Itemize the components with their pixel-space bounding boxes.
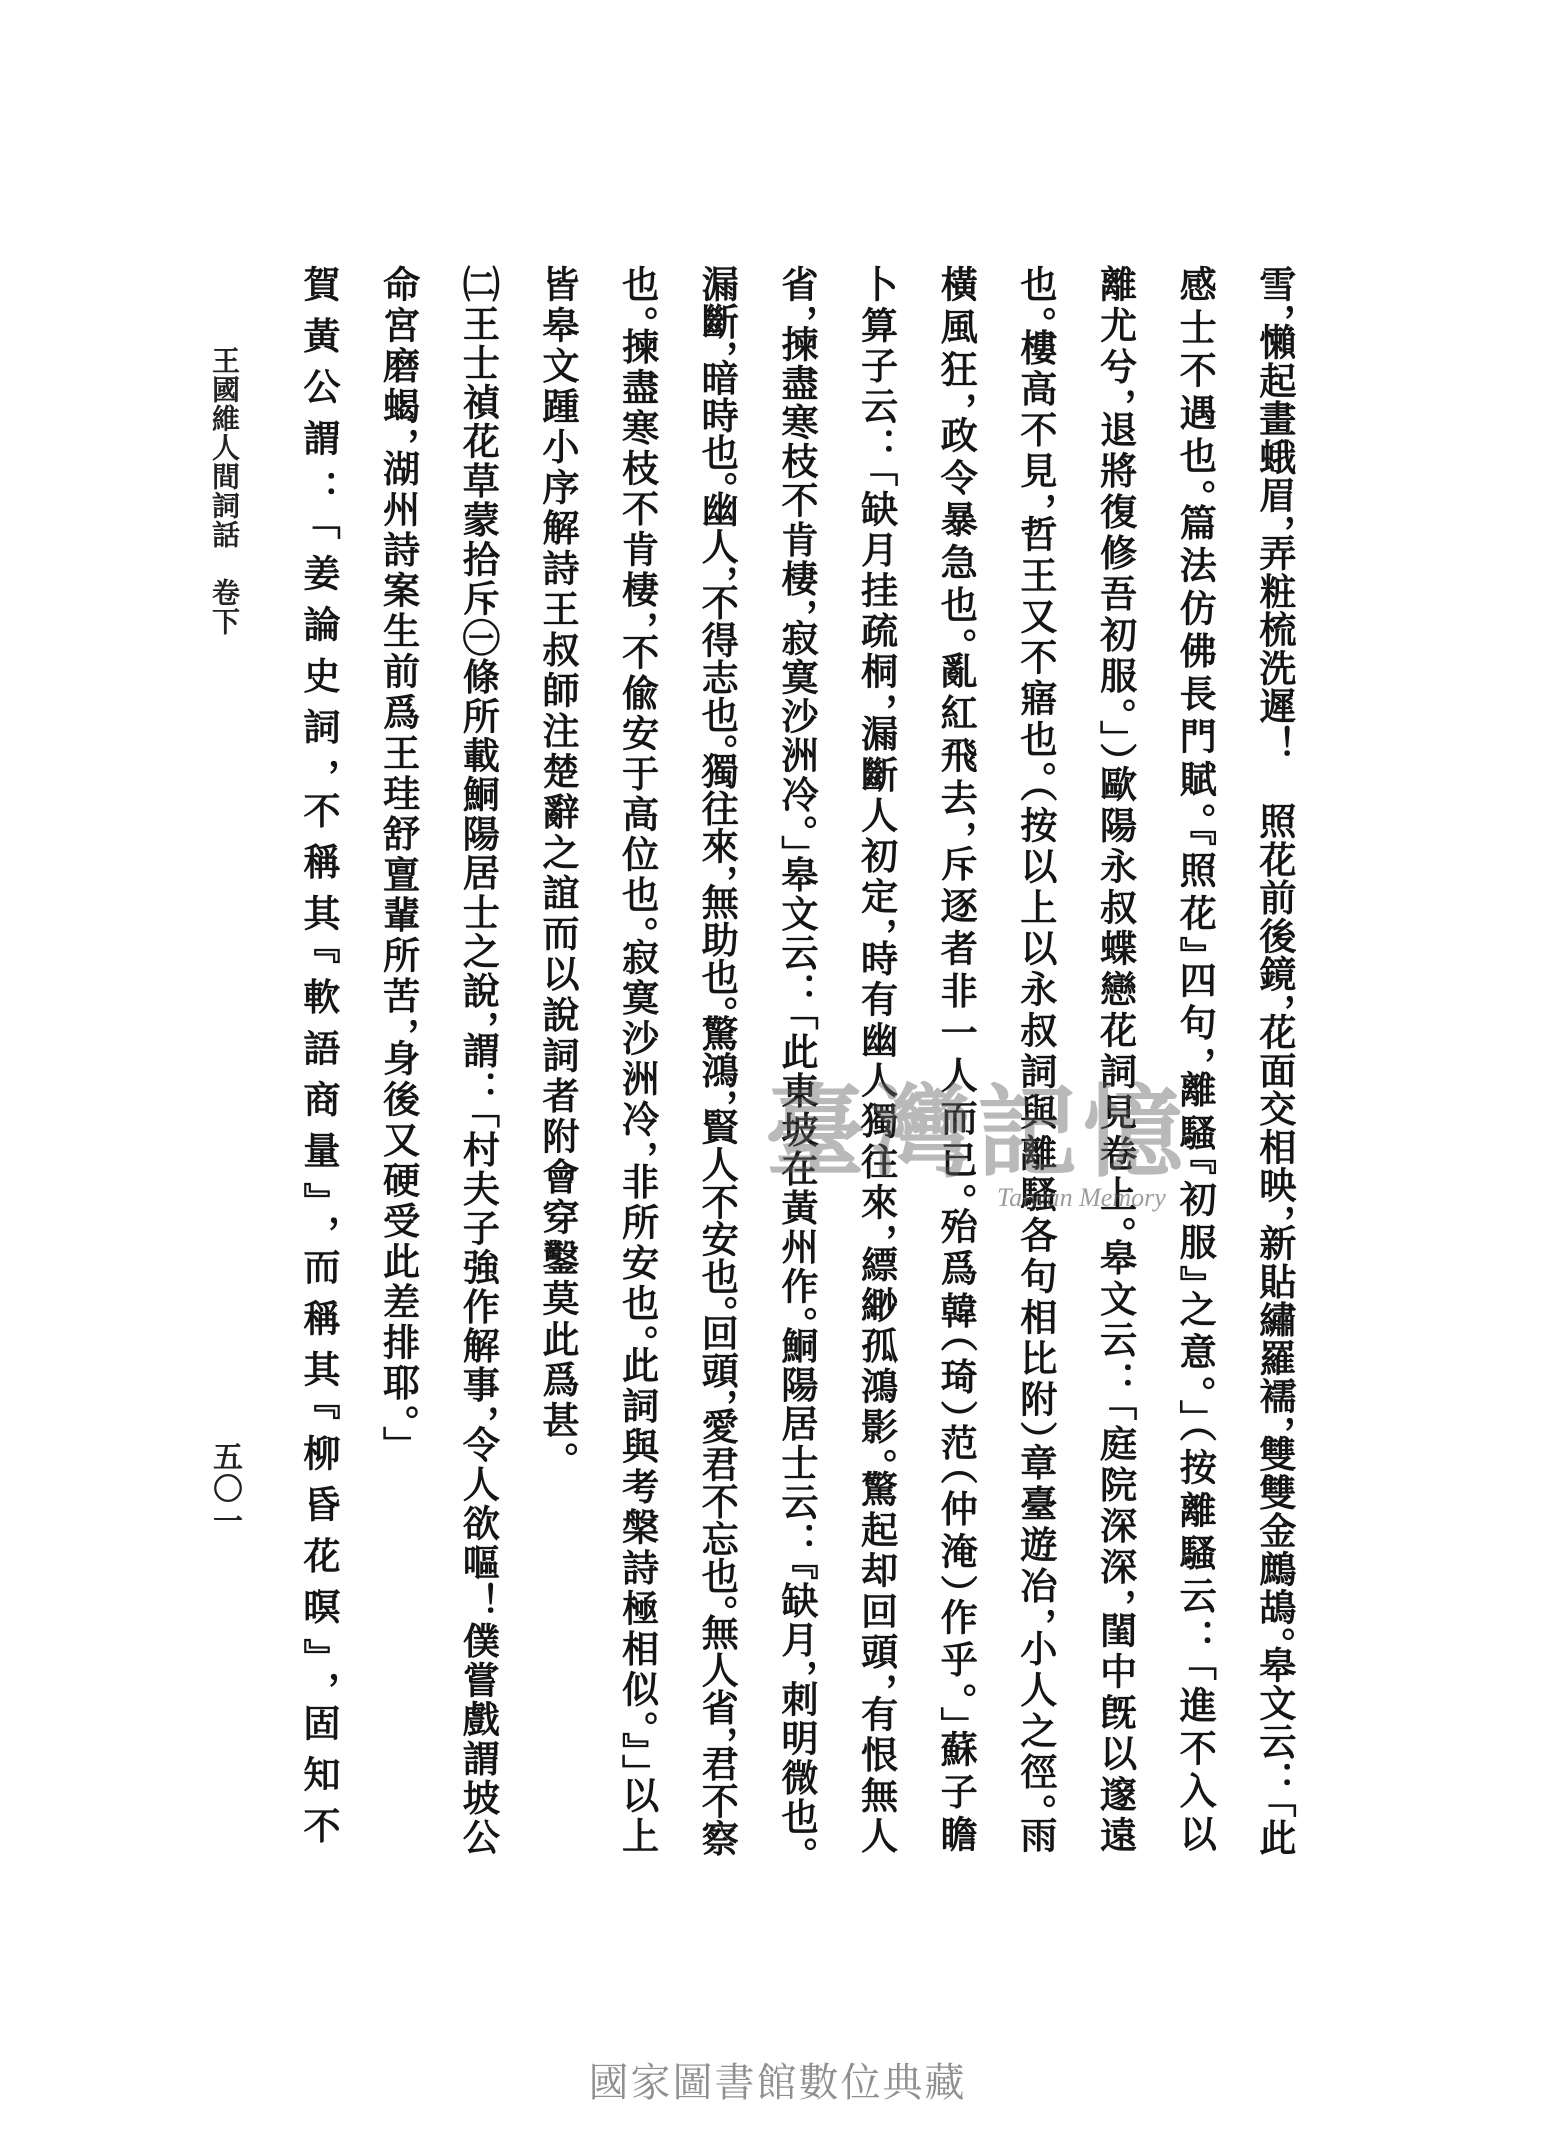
text-column: 也。樓高不見，哲王又不寤也。（按以上以永叔詞與離騷各句相比附）章臺遊冶，小人之徑。雨 [1013, 265, 1058, 1857]
text-column: 橫風狂，政令暴急也。亂紅飛去，斥逐者非一人而已。殆爲韓（琦）范（仲淹）作乎。」蘇子瞻 [934, 265, 979, 1857]
library-credit-footer: 國家圖書館數位典藏 [588, 2060, 967, 2106]
running-head: 王國維人間詞話 卷下 [208, 346, 241, 636]
text-column: 漏斷，暗時也。幽人，不得志也。獨往來，無助也。驚鴻，賢人不安也。回頭，愛君不忘也。無人省，君不察 [695, 265, 740, 1857]
text-column: 離尤兮，退將復修吾初服。」）歐陽永叔蝶戀花詞見卷上。皋文云：「庭院深深，閨中旣以邃遠 [1093, 265, 1138, 1857]
watermark-text: 臺灣記憶 [765, 1073, 1189, 1191]
text-column: 省，揀盡寒枝不肯棲，寂寞沙洲冷。」皋文云：「此東坡在黃州作。鮦陽居士云：『缺月，刺明微也。 [774, 265, 819, 1857]
text-column: 感士不遇也。篇法仿佛長門賦。『照花』四句，離騷『初服』之意。」（按離騷云：「進不入以 [1173, 265, 1218, 1857]
text-column: 雪，懶起畫蛾眉，弄粧梳洗遲！ 照花前後鏡，花面交相映，新貼繡羅襦，雙雙金鷓鴣。皋文云：「此 [1252, 265, 1297, 1857]
text-column: 皆皋文踵小序解詩王叔師注楚辭之誼而以說詞者附會穿鑿莫此爲甚。 [535, 265, 580, 1464]
text-body [289, 265, 1305, 1859]
text-column: ㈡王士禎花草蒙拾斥㊀條所載鮦陽居士之說，謂：「村夫子強作解事，令人欲嘔！僕嘗戲謂坡公 [456, 265, 501, 1857]
text-column: 卜算子云：「缺月挂疏桐，漏斷人初定，時有幽人獨往來，縹緲孤鴻影。驚起却回頭，有恨無人 [854, 265, 899, 1857]
page-number: 五〇一 [207, 1441, 242, 1537]
text-column: 命宮磨蝎，湖州詩案生前爲王珪舒亶輩所苦，身後又硬受此差排耶。」 [376, 265, 421, 1448]
watermark-subtitle: Taiwan Memory [997, 1183, 1166, 1212]
text-column: 也。揀盡寒枝不肯棲，不偸安于高位也。寂寞沙洲冷，非所安也。此詞與考槃詩極相似。』」以上 [615, 265, 660, 1857]
text-column: 賀黃公謂：「姜論史詞，不稱其『軟語商量』，而稱其『柳昏花暝』，固知不 [297, 265, 341, 1858]
